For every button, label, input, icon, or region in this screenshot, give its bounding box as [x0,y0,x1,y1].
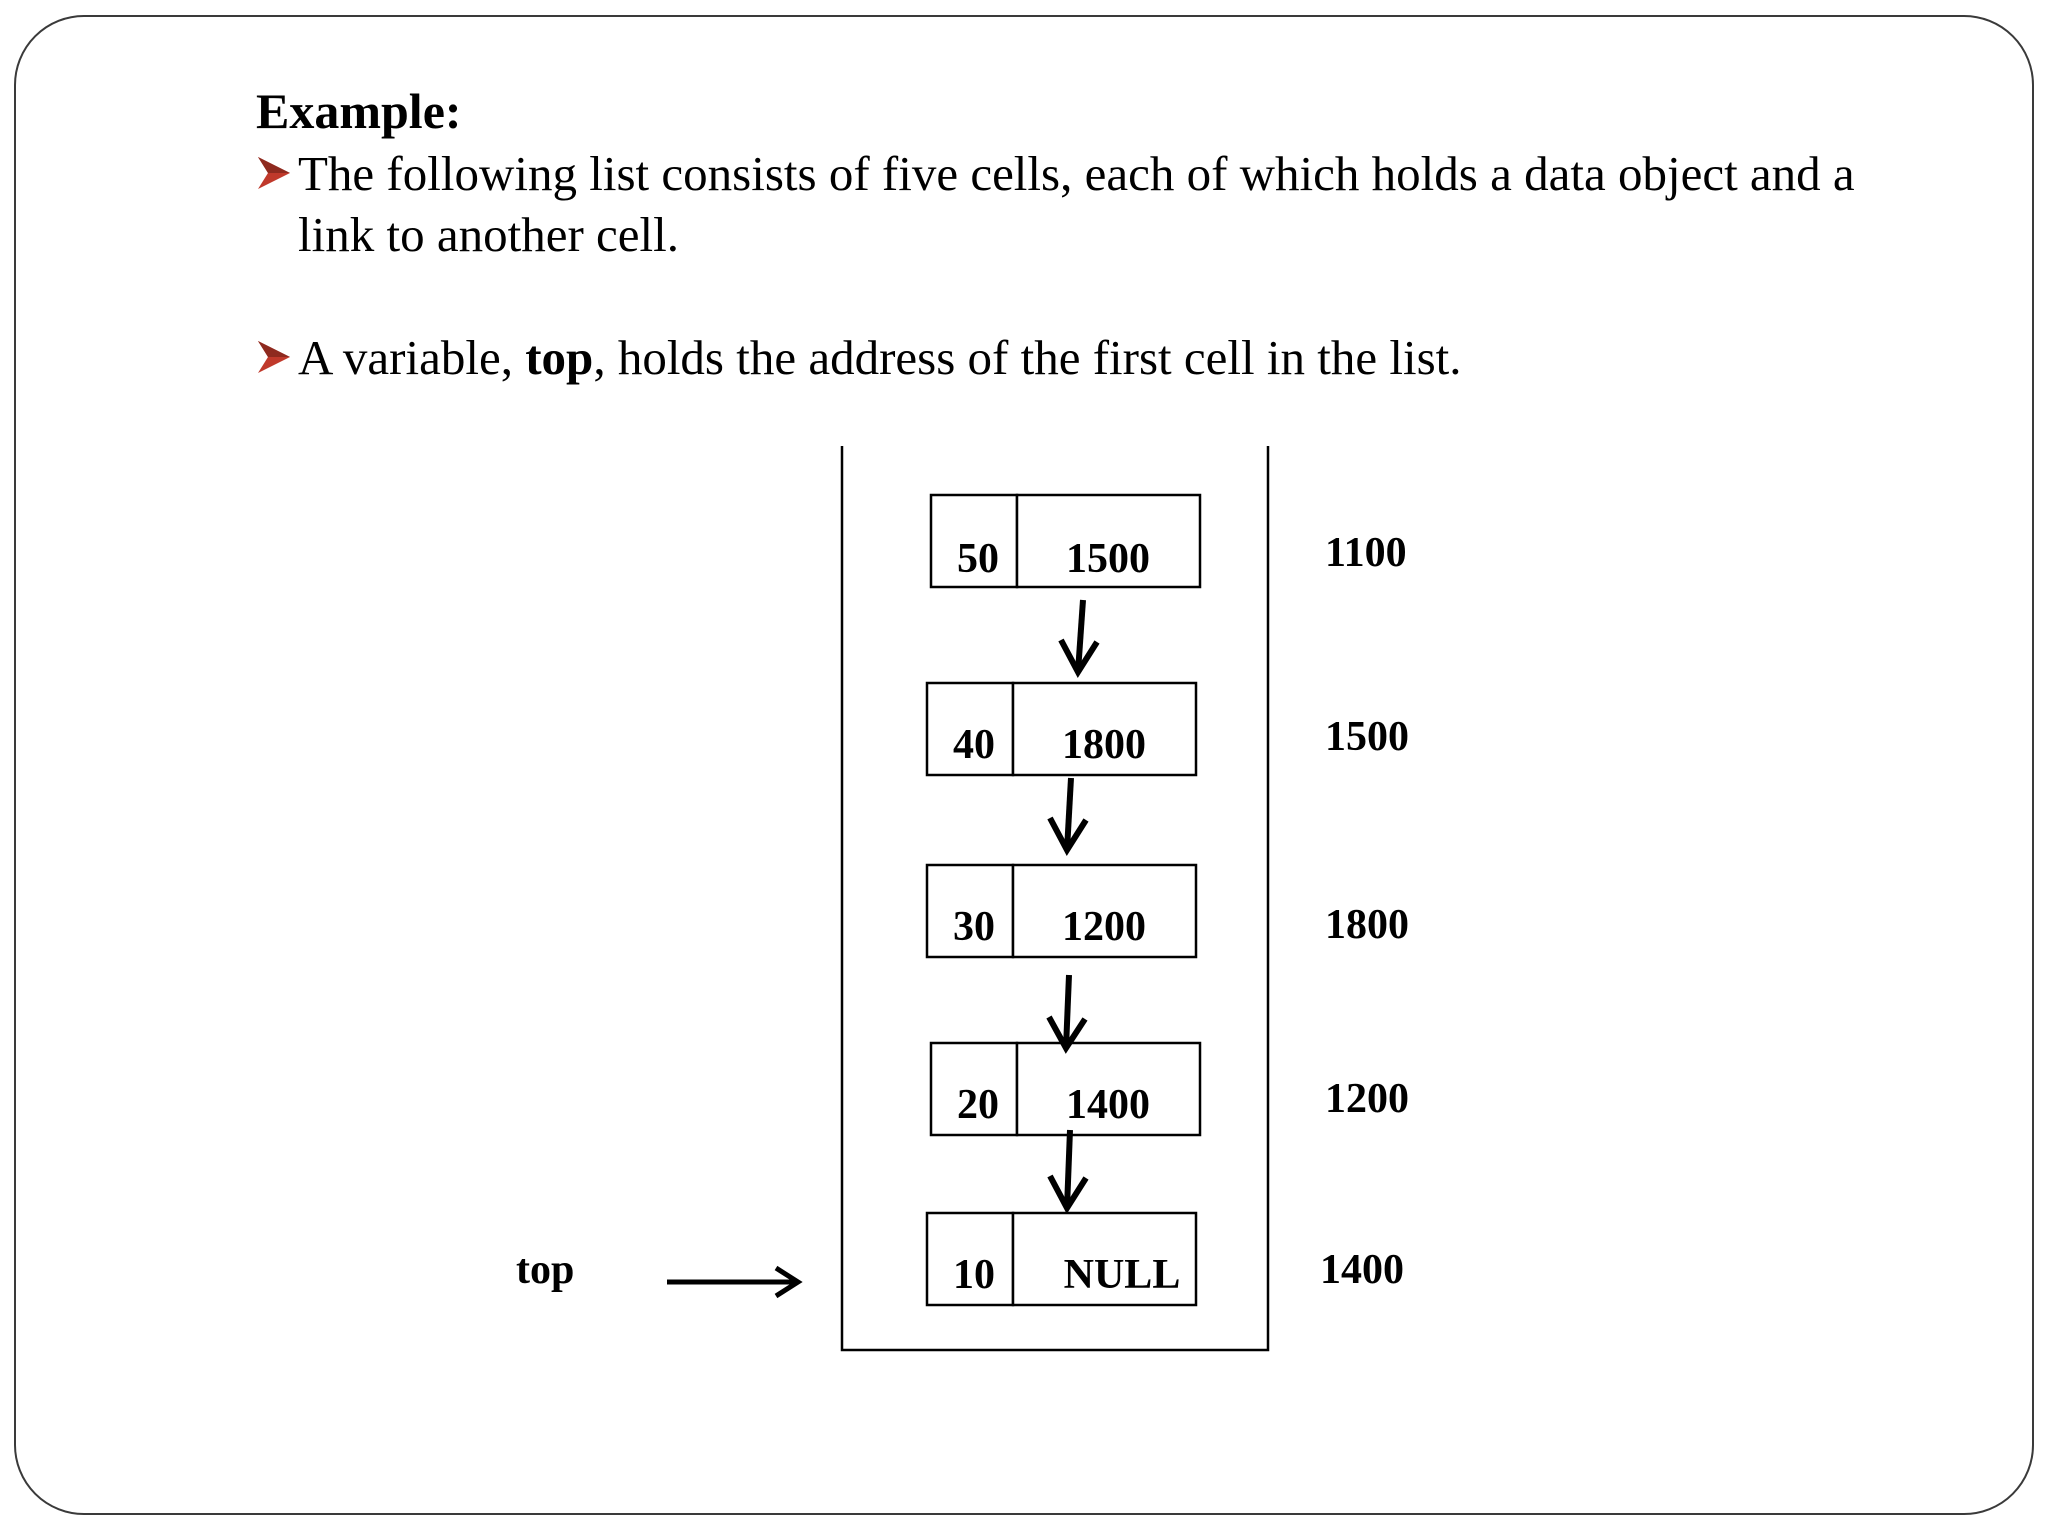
list-cell [927,865,1196,957]
cell-link-value: 1500 [1066,536,1150,582]
cell-data-value: 20 [957,1082,999,1128]
cell-address: 1800 [1325,902,1409,948]
cell-data-value: 50 [957,536,999,582]
bullet-text-2-before: A variable, [298,330,526,385]
slide-heading: Example: [256,83,462,139]
cell-data-value: 10 [953,1252,995,1298]
bullet-text-2-bold: top [525,330,594,385]
cell-link-value: NULL [1063,1252,1181,1298]
link-arrow-icon [1067,1130,1070,1208]
cell-link-value: 1200 [1062,904,1146,950]
list-cell [927,683,1196,775]
cell-address: 1500 [1325,714,1409,760]
top-pointer-label: top [516,1247,575,1293]
bullet-text-2-after: , holds the address of the first cell in the list. [593,330,1462,385]
cell-data-value: 30 [953,904,995,950]
bullet-text-1: The following list consists of five cells, each of which holds a data object and a link to another cell. [298,146,1855,262]
link-arrow-icon [1066,975,1069,1048]
cell-address: 1200 [1325,1076,1409,1122]
list-cell [931,1043,1200,1135]
cell-data-value: 40 [953,722,995,768]
list-cell [931,495,1200,587]
cell-link-value: 1800 [1062,722,1146,768]
cell-link-value: 1400 [1066,1082,1150,1128]
cell-address: 1400 [1320,1247,1404,1293]
cell-address: 1100 [1325,530,1407,576]
list-cell [927,1213,1196,1305]
